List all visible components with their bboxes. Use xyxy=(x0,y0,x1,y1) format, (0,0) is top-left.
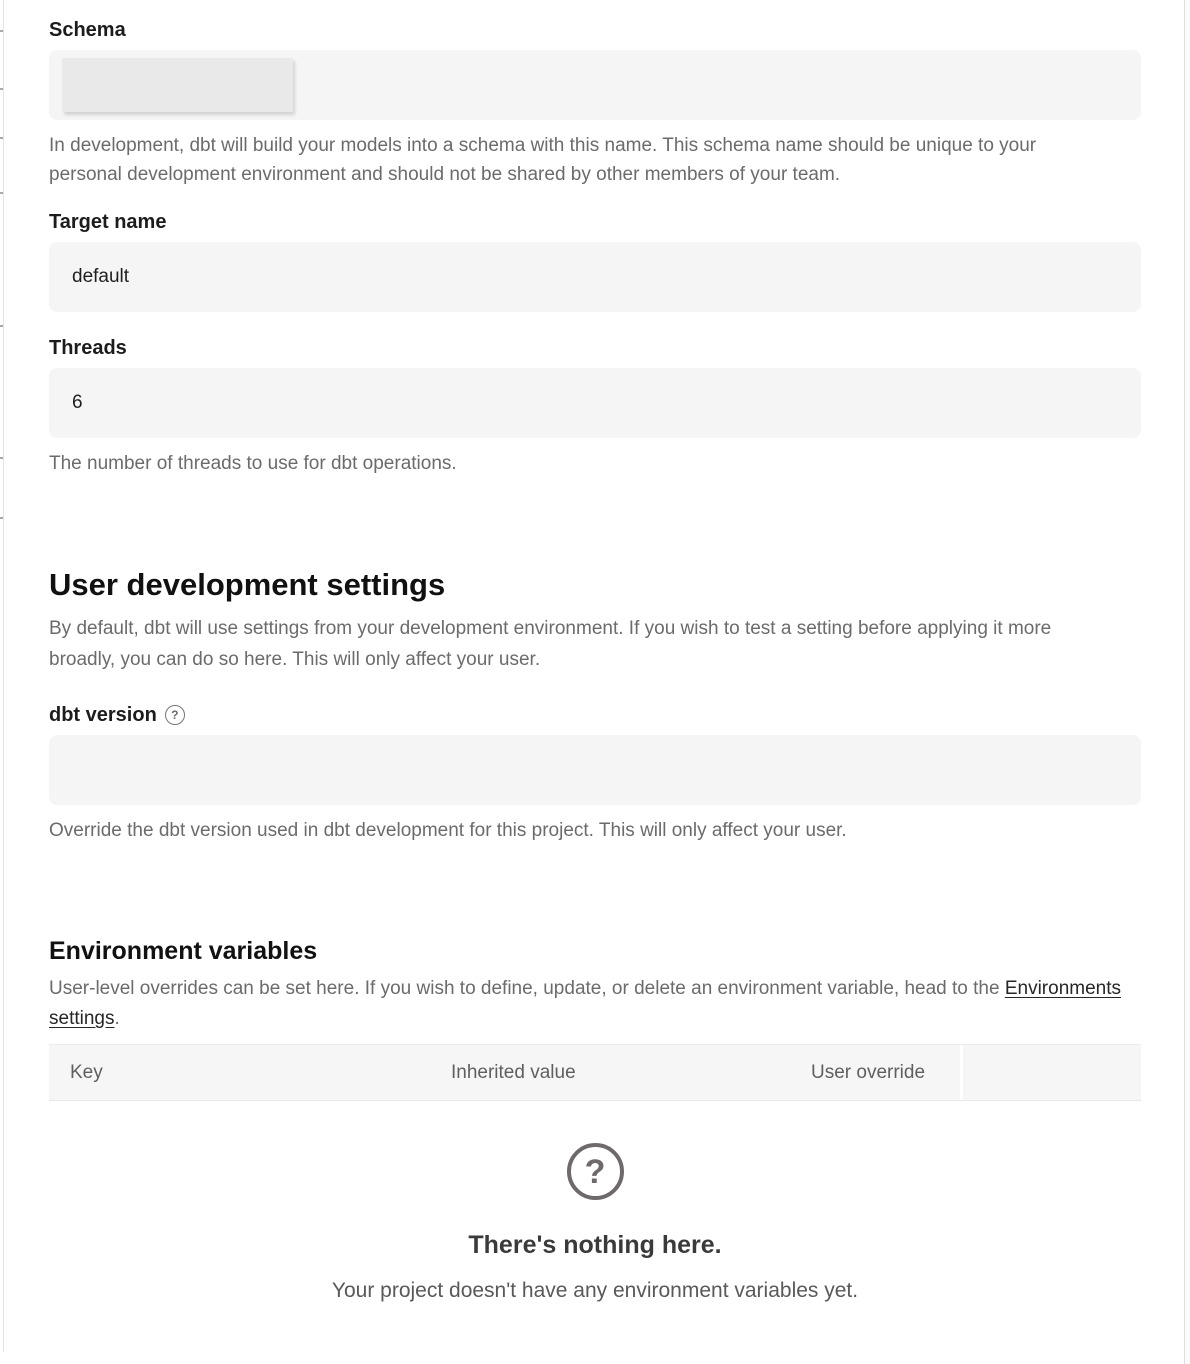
dbt-version-input[interactable] xyxy=(49,735,1141,805)
settings-form xyxy=(49,0,1141,1305)
clipped-sidebar-fragment xyxy=(0,457,3,459)
clipped-left-edge-divider xyxy=(3,0,4,1352)
clipped-sidebar-fragment xyxy=(0,30,3,32)
clipped-sidebar-fragment xyxy=(0,517,3,519)
user-development-settings-title: User development settings xyxy=(49,567,446,602)
target-name-label: Target name xyxy=(49,211,167,233)
empty-state-title: There's nothing here. xyxy=(468,1231,722,1259)
threads-help-text: The number of threads to use for dbt operations. xyxy=(49,453,457,474)
dbt-version-label-text: dbt version xyxy=(49,704,157,726)
column-header-key: Key xyxy=(49,1045,430,1100)
env-description-prefix: User-level overrides can be set here. If you wish to define, update, or delete an environment variable, head to the xyxy=(49,978,1005,999)
clipped-sidebar-fragment xyxy=(0,88,3,90)
user-development-settings-description: By default, dbt will use settings from your development environment. If you wish to test a setting before applying it more broadly, you can do so here. This will only affect your user. xyxy=(49,618,1052,670)
dbt-version-help-text: Override the dbt version used in dbt development for this project. This will only affect your user. xyxy=(49,820,847,841)
column-header-user-override: User override xyxy=(790,1045,960,1100)
threads-input[interactable] xyxy=(49,368,1141,438)
clipped-sidebar-fragment xyxy=(0,137,3,139)
environment-variables-description xyxy=(49,974,1139,1034)
schema-input[interactable] xyxy=(49,50,1141,120)
question-circle-icon[interactable]: ? xyxy=(165,705,185,725)
dbt-version-label xyxy=(49,703,1141,727)
environment-variables-title: Environment variables xyxy=(49,937,318,965)
env-description-suffix: . xyxy=(114,1008,120,1029)
scrollbar-track[interactable] xyxy=(1184,0,1190,1364)
schema-label: Schema xyxy=(49,19,126,41)
clipped-sidebar-fragment xyxy=(0,192,3,194)
column-header-actions xyxy=(963,1045,1141,1100)
question-circle-icon: ? xyxy=(567,1143,624,1200)
target-name-input[interactable] xyxy=(49,242,1141,312)
column-header-inherited-value: Inherited value xyxy=(430,1045,790,1100)
env-vars-table-header xyxy=(49,1044,1141,1101)
schema-help-text: In development, dbt will build your models into a schema with this name. This schema name should be unique to your personal development environment and should not be shared by other members of your team. xyxy=(49,135,1037,185)
clipped-sidebar-fragment xyxy=(0,325,3,327)
env-vars-empty-state xyxy=(49,1143,1141,1305)
threads-label: Threads xyxy=(49,337,127,359)
schema-value-skeleton xyxy=(62,58,293,112)
empty-state-subtitle: Your project doesn't have any environment variables yet. xyxy=(331,1279,859,1302)
environments-settings-link[interactable]: Environments settings xyxy=(49,978,1122,1029)
